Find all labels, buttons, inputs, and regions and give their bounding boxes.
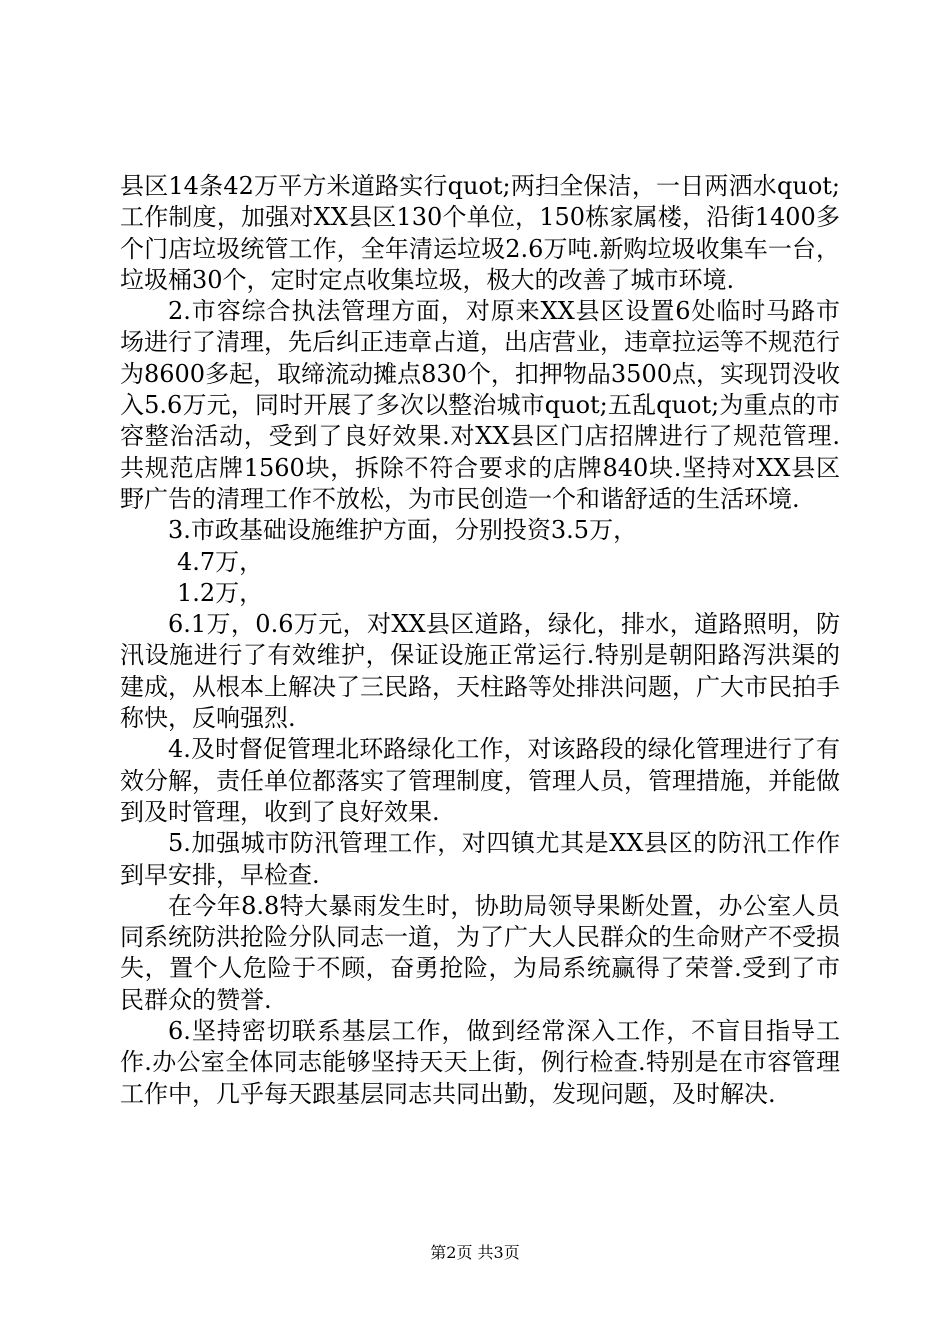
paragraph-8: 5.加强城市防汛管理工作，对四镇尤其是XX县区的防汛工作作到早安排，早检查. (120, 829, 840, 889)
paragraph-3: 3.市政基础设施维护方面，分别投资3.5万， (168, 516, 638, 545)
paragraph-10: 6.坚持密切联系基层工作，做到经常深入工作，不盲目指导工作.办公室全体同志能够坚持天天上街，例行检查.特别是在市容管理工作中，几乎每天跟基层同志共同出勤，发现问题，及时解决. (120, 1017, 840, 1108)
document-body (120, 171, 840, 1110)
paragraph-4: 4.7万， (177, 547, 264, 576)
paragraph-7: 4.及时督促管理北环路绿化工作，对该路段的绿化管理进行了有效分解，责任单位都落实了管理制度，管理人员，管理措施，并能做到及时管理，收到了良好效果. (120, 735, 840, 826)
page-footer (0, 1243, 950, 1263)
paragraph-6: 6.1万，0.6万元，对XX县区道路，绿化，排水，道路照明，防汛设施进行了有效维护，保证设施正常运行.特别是朝阳路泻洪渠的建成，从根本上解决了三民路，天柱路等处排洪问题，广大市民拍手称快，反响强烈. (120, 610, 840, 733)
paragraph-5: 1.2万， (177, 578, 264, 607)
paragraph-2: 2.市容综合执法管理方面，对原来XX县区设置6处临时马路市场进行了清理，先后纠正违章占道，出店营业，违章拉运等不规范行为8600多起，取缔流动摊点830个，扣押物品3500点，实现罚没收入5.6万元，同时开展了多次以整治城市quot;五乱quot;为重点的市容整治活动，受到了良好效果.对XX县区门店招牌进行了规范管理.共规范店牌1560块，拆除不符合要求的店牌840块.坚持对XX县区野广告的清理工作不放松，为市民创造一个和谐舒适的生活环境. (120, 297, 840, 513)
paragraph-1: 县区14条42万平方米道路实行quot;两扫全保洁，一日两洒水quot;工作制度，加强对XX县区130个单位，150栋家属楼，沿街1400多个门店垃圾统管工作，全年清运垃圾2.6万吨.新购垃圾收集车一台，垃圾桶30个，定时定点收集垃圾，极大的改善了城市环境. (120, 172, 840, 294)
paragraph-9: 在今年8.8特大暴雨发生时，协助局领导果断处置，办公室人员同系统防洪抢险分队同志一道，为了广大人民群众的生命财产不受损失，置个人危险于不顾，奋勇抢险，为局系统赢得了荣誉.受到了市民群众的赞誉. (120, 891, 840, 1014)
page-number-label: 第2页 共3页 (430, 1243, 520, 1262)
